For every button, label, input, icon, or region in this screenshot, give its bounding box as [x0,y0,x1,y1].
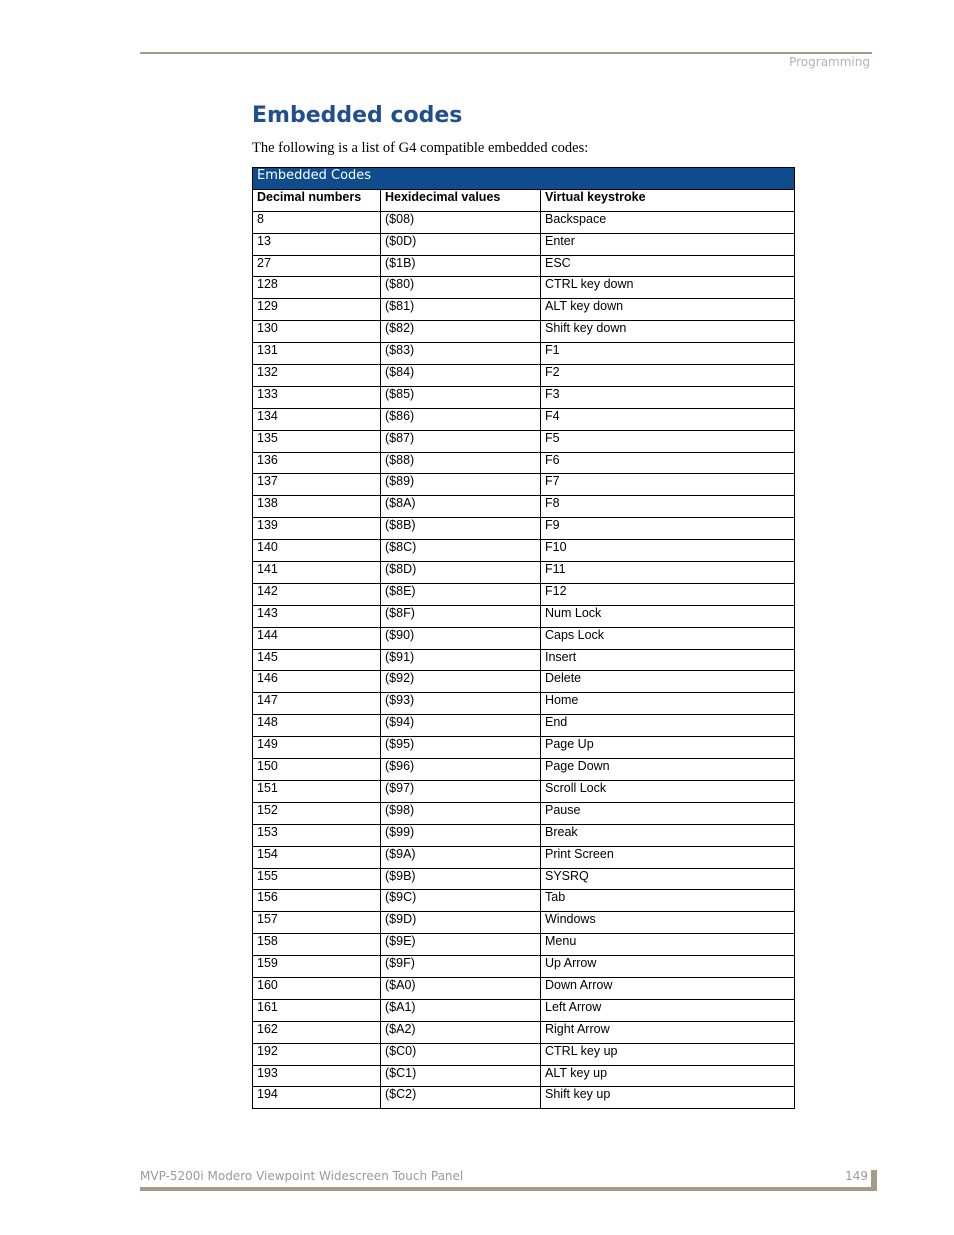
table-row [253,605,795,627]
cell-hex: ($8F) [381,605,541,627]
table-row [253,780,795,802]
cell-keystroke: Break [541,824,795,846]
cell-keystroke: Page Up [541,737,795,759]
table-row [253,299,795,321]
table-row [253,912,795,934]
cell-hex: ($99) [381,824,541,846]
table-row [253,430,795,452]
cell-hex: ($9C) [381,890,541,912]
cell-decimal: 155 [253,868,381,890]
cell-hex: ($9D) [381,912,541,934]
cell-decimal: 148 [253,715,381,737]
cell-hex: ($A0) [381,977,541,999]
cell-hex: ($8A) [381,496,541,518]
table-row [253,977,795,999]
cell-keystroke: Insert [541,649,795,671]
page-number: 149 [845,1169,868,1183]
cell-keystroke: ALT key down [541,299,795,321]
table-row [253,824,795,846]
table-row [253,737,795,759]
cell-keystroke: Tab [541,890,795,912]
table-row [253,934,795,956]
table-row [253,1043,795,1065]
embedded-codes-table [252,167,795,1109]
table-caption-row [253,168,795,190]
cell-keystroke: Backspace [541,211,795,233]
cell-hex: ($8B) [381,518,541,540]
table-row [253,408,795,430]
footer-rule-tick [871,1170,877,1191]
intro-text: The following is a list of G4 compatible embedded codes: [252,140,589,156]
cell-decimal: 130 [253,321,381,343]
cell-decimal: 131 [253,343,381,365]
table-row [253,956,795,978]
cell-decimal: 146 [253,671,381,693]
cell-keystroke: ESC [541,255,795,277]
cell-keystroke: Num Lock [541,605,795,627]
cell-hex: ($93) [381,693,541,715]
header-rule [140,52,872,54]
cell-decimal: 132 [253,365,381,387]
cell-hex: ($86) [381,408,541,430]
table-row [253,452,795,474]
cell-keystroke: F4 [541,408,795,430]
cell-decimal: 151 [253,780,381,802]
table-row [253,1021,795,1043]
cell-decimal: 129 [253,299,381,321]
cell-hex: ($C1) [381,1065,541,1087]
cell-hex: ($92) [381,671,541,693]
table-header-row [253,189,795,211]
cell-decimal: 144 [253,627,381,649]
cell-decimal: 152 [253,802,381,824]
column-header-decimal: Decimal numbers [253,189,381,211]
cell-keystroke: Pause [541,802,795,824]
table-row [253,496,795,518]
cell-hex: ($95) [381,737,541,759]
cell-keystroke: Delete [541,671,795,693]
cell-decimal: 158 [253,934,381,956]
cell-hex: ($C2) [381,1087,541,1109]
cell-decimal: 145 [253,649,381,671]
table-row [253,540,795,562]
cell-keystroke: F5 [541,430,795,452]
cell-hex: ($98) [381,802,541,824]
table-row [253,868,795,890]
cell-decimal: 13 [253,233,381,255]
cell-decimal: 147 [253,693,381,715]
cell-keystroke: F12 [541,583,795,605]
cell-keystroke: F8 [541,496,795,518]
column-header-hex: Hexidecimal values [381,189,541,211]
cell-keystroke: Right Arrow [541,1021,795,1043]
cell-decimal: 143 [253,605,381,627]
cell-hex: ($08) [381,211,541,233]
cell-hex: ($88) [381,452,541,474]
table-row [253,715,795,737]
cell-keystroke: Up Arrow [541,956,795,978]
table-body [253,211,795,1109]
cell-decimal: 138 [253,496,381,518]
cell-decimal: 161 [253,999,381,1021]
table-row [253,562,795,584]
table-row [253,321,795,343]
table-row [253,846,795,868]
cell-decimal: 142 [253,583,381,605]
cell-hex: ($89) [381,474,541,496]
cell-hex: ($87) [381,430,541,452]
table-row [253,627,795,649]
cell-decimal: 139 [253,518,381,540]
cell-keystroke: Caps Lock [541,627,795,649]
cell-hex: ($A1) [381,999,541,1021]
cell-keystroke: Left Arrow [541,999,795,1021]
cell-hex: ($1B) [381,255,541,277]
cell-hex: ($82) [381,321,541,343]
cell-decimal: 154 [253,846,381,868]
cell-keystroke: Page Down [541,759,795,781]
cell-hex: ($9A) [381,846,541,868]
section-header: Programming [789,55,870,69]
cell-keystroke: Home [541,693,795,715]
cell-decimal: 192 [253,1043,381,1065]
cell-decimal: 134 [253,408,381,430]
column-header-keystroke: Virtual keystroke [541,189,795,211]
table-row [253,1065,795,1087]
table-row [253,518,795,540]
table-row [253,759,795,781]
footer-rule [140,1187,872,1191]
cell-hex: ($8E) [381,583,541,605]
cell-keystroke: F6 [541,452,795,474]
cell-keystroke: F11 [541,562,795,584]
cell-hex: ($A2) [381,1021,541,1043]
table-row [253,386,795,408]
cell-hex: ($80) [381,277,541,299]
cell-keystroke: Print Screen [541,846,795,868]
cell-keystroke: CTRL key up [541,1043,795,1065]
table-row [253,211,795,233]
cell-hex: ($83) [381,343,541,365]
cell-decimal: 133 [253,386,381,408]
table-row [253,671,795,693]
cell-decimal: 140 [253,540,381,562]
cell-hex: ($97) [381,780,541,802]
table-row [253,693,795,715]
table-row [253,649,795,671]
cell-keystroke: End [541,715,795,737]
table-row [253,233,795,255]
cell-hex: ($8C) [381,540,541,562]
cell-decimal: 160 [253,977,381,999]
cell-keystroke: SYSRQ [541,868,795,890]
table-row [253,255,795,277]
cell-keystroke: Enter [541,233,795,255]
cell-keystroke: Shift key down [541,321,795,343]
cell-keystroke: CTRL key down [541,277,795,299]
cell-keystroke: Scroll Lock [541,780,795,802]
cell-hex: ($91) [381,649,541,671]
cell-decimal: 128 [253,277,381,299]
table-row [253,474,795,496]
cell-decimal: 156 [253,890,381,912]
cell-hex: ($96) [381,759,541,781]
cell-keystroke: F9 [541,518,795,540]
cell-decimal: 137 [253,474,381,496]
cell-keystroke: F3 [541,386,795,408]
table-row [253,343,795,365]
cell-decimal: 162 [253,1021,381,1043]
cell-decimal: 27 [253,255,381,277]
cell-hex: ($94) [381,715,541,737]
cell-hex: ($8D) [381,562,541,584]
cell-decimal: 150 [253,759,381,781]
cell-keystroke: Shift key up [541,1087,795,1109]
table-row [253,999,795,1021]
cell-keystroke: F1 [541,343,795,365]
cell-keystroke: ALT key up [541,1065,795,1087]
cell-hex: ($81) [381,299,541,321]
cell-decimal: 8 [253,211,381,233]
cell-hex: ($9B) [381,868,541,890]
cell-keystroke: Windows [541,912,795,934]
cell-decimal: 153 [253,824,381,846]
cell-decimal: 157 [253,912,381,934]
cell-decimal: 159 [253,956,381,978]
table-row [253,890,795,912]
table-row [253,277,795,299]
cell-decimal: 149 [253,737,381,759]
cell-hex: ($9E) [381,934,541,956]
cell-decimal: 193 [253,1065,381,1087]
table-row [253,365,795,387]
page-title: Embedded codes [252,103,463,128]
table-caption: Embedded Codes [253,168,795,190]
cell-hex: ($90) [381,627,541,649]
cell-hex: ($0D) [381,233,541,255]
table-row [253,802,795,824]
cell-keystroke: Menu [541,934,795,956]
cell-decimal: 194 [253,1087,381,1109]
cell-decimal: 136 [253,452,381,474]
cell-decimal: 135 [253,430,381,452]
cell-hex: ($9F) [381,956,541,978]
cell-keystroke: Down Arrow [541,977,795,999]
table-row [253,1087,795,1109]
cell-decimal: 141 [253,562,381,584]
footer-product-name: MVP-5200i Modero Viewpoint Widescreen Touch Panel [140,1169,464,1183]
cell-hex: ($85) [381,386,541,408]
cell-hex: ($84) [381,365,541,387]
cell-keystroke: F7 [541,474,795,496]
cell-hex: ($C0) [381,1043,541,1065]
cell-keystroke: F10 [541,540,795,562]
table-row [253,583,795,605]
cell-keystroke: F2 [541,365,795,387]
